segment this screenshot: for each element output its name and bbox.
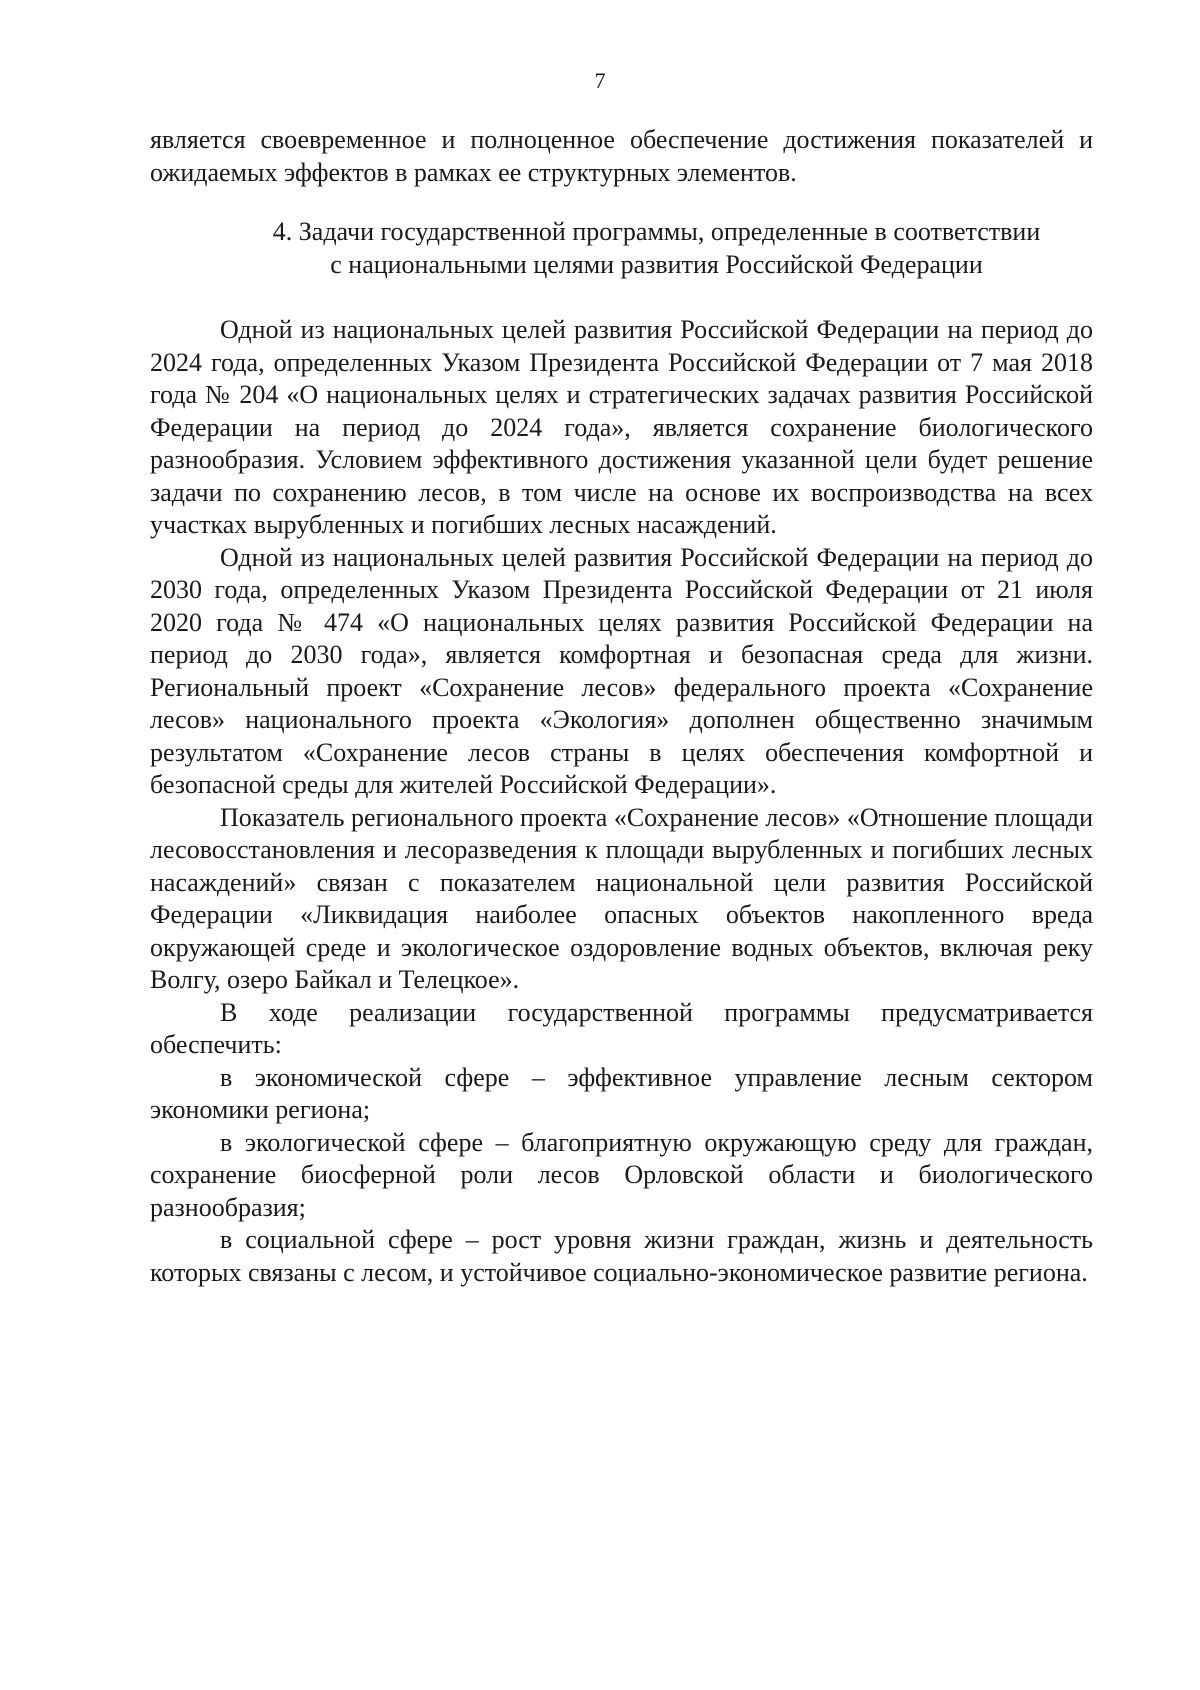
paragraph-indicator: Показатель регионального проекта «Сохранение лесов» «Отношение площади лесовосстановления и лесоразведения к площади вырубленных и погибших лесных насаждений» связан с показателем национальной цели развития Российской Федерации «Ликвидация наиболее опасных объектов накопленного вреда окружающей среде и экологическое оздоровление водных объектов, включая реку Волгу, озеро Байкал и Телецкое».: [150, 802, 1093, 994]
paragraph-social-sphere: в социальной сфере – рост уровня жизни граждан, жизнь и деятельность которых связаны с лесом, и устойчивое социально-экономическое развитие региона.: [150, 1225, 1093, 1287]
page-number: 7: [594, 68, 606, 93]
paragraph-implementation: В ходе реализации государственной программы предусматривается обеспечить:: [150, 997, 1093, 1059]
intro-paragraph: является своевременное и полноценное обеспечение достижения показателей и ожидаемых эффектов в рамках ее структурных элементов.: [150, 125, 1093, 187]
paragraph-goals-2030: Одной из национальных целей развития Российской Федерации на период до 2030 года, определенных Указом Президента Российской Федерации от 21 июля 2020 года № 474 «О национальных целях развития Российской Федерации на период до 2030 года», является комфортная и безопасная среда для жизни. Региональный проект «Сохранение лесов» федерального проекта «Сохранение лесов» национального проекта «Экология» дополнен общественно значимым результатом «Сохранение лесов страны в целях обеспечения комфортной и безопасной среды для жителей Российской Федерации».: [150, 542, 1093, 799]
paragraph-economic-sphere: в экономической сфере – эффективное управление лесным сектором экономики региона;: [150, 1062, 1093, 1124]
section-heading-line-2: с национальными целями развития Российской Федерации: [330, 249, 983, 279]
document-body: [150, 124, 1093, 1289]
section-heading: [150, 216, 1093, 281]
section-heading-line-1: 4. Задачи государственной программы, определенные в соответствии: [272, 217, 1041, 246]
paragraph-ecological-sphere: в экологической сфере – благоприятную окружающую среду для граждан, сохранение биосферной роли лесов Орловской области и биологического разнообразия;: [150, 1127, 1093, 1222]
paragraph-goals-2024: Одной из национальных целей развития Российской Федерации на период до 2024 года, определенных Указом Президента Российской Федерации от 7 мая 2018 года № 204 «О национальных целях и стратегических задачах развития Российской Федерации на период до 2024 года», является сохранение биологического разнообразия. Условием эффективного достижения указанной цели будет решение задачи по сохранению лесов, в том числе на основе их воспроизводства на всех участках вырубленных и погибших лесных насаждений.: [150, 315, 1093, 539]
